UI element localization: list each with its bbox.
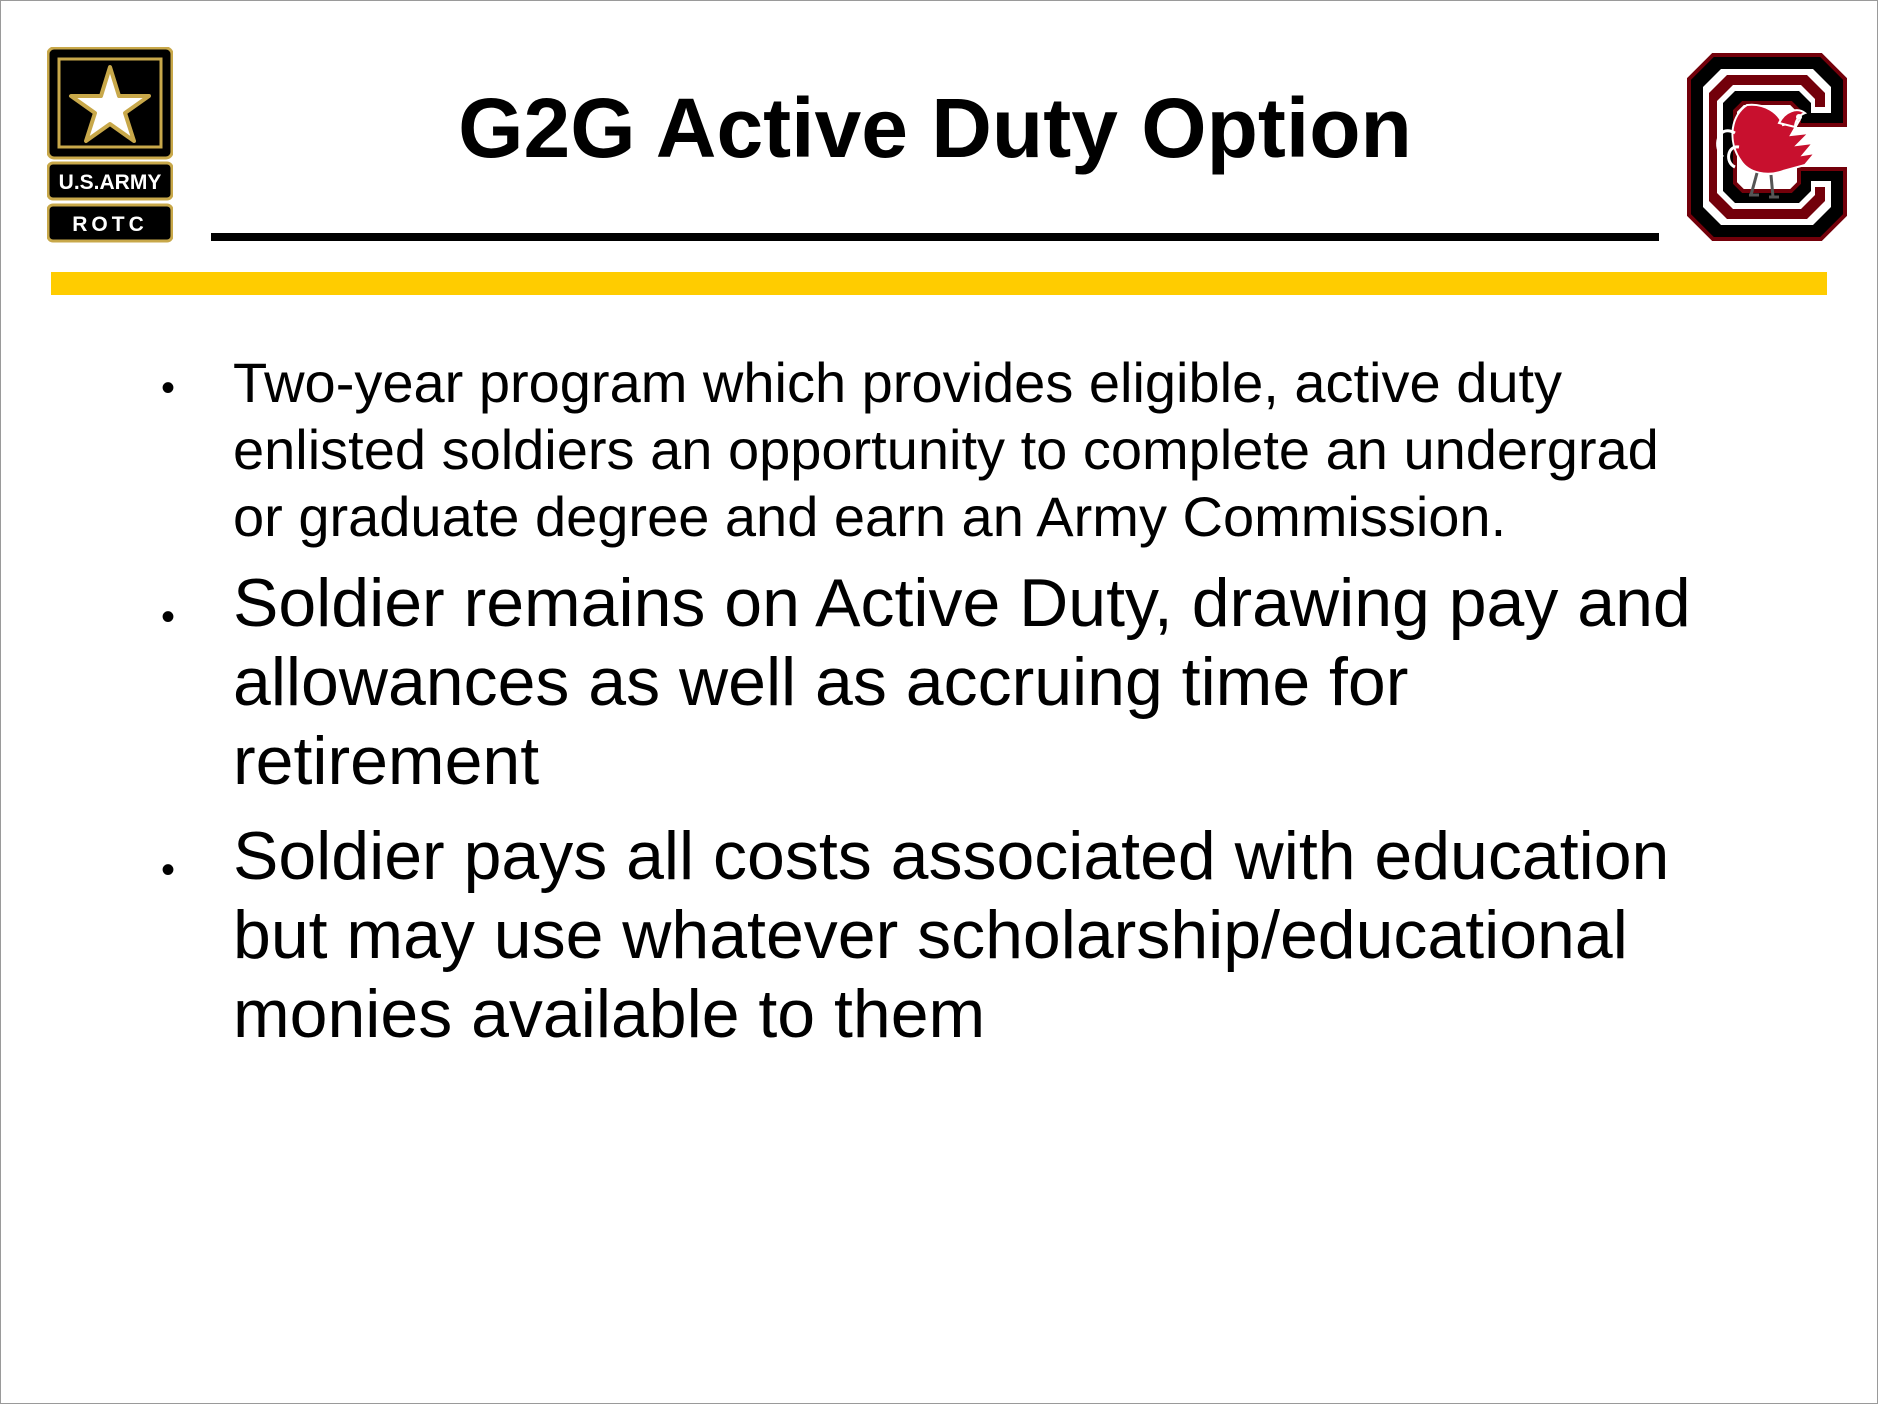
gold-accent-bar: [51, 272, 1827, 295]
bullet-item: [161, 564, 1721, 801]
bullet-text: Soldier pays all costs associated with education but may use whatever scholarship/educational monies available to them: [233, 818, 1670, 1052]
bullet-marker: •: [161, 848, 176, 892]
army-rotc-logo: [47, 47, 173, 243]
bullet-text: Two-year program which provides eligible, active duty enlisted soldiers an opportunity to complete an undergrad or graduate degree and earn an Army Commission.: [233, 351, 1659, 548]
bullet-marker: •: [161, 595, 176, 639]
bullet-item: [161, 349, 1721, 550]
bullet-text: Soldier remains on Active Duty, drawing pay and allowances as well as accruing time for retirement: [233, 565, 1691, 799]
gamecock-logo: [1687, 53, 1847, 241]
title-underline: [211, 233, 1659, 241]
slide-title: G2G Active Duty Option: [458, 81, 1412, 175]
bullet-item: [161, 817, 1721, 1054]
logo-text-rotc: ROTC: [72, 213, 148, 236]
bullet-list: [161, 349, 1721, 1070]
logo-text-usarmy: U.S.ARMY: [58, 171, 162, 194]
bullet-marker: •: [161, 366, 176, 410]
